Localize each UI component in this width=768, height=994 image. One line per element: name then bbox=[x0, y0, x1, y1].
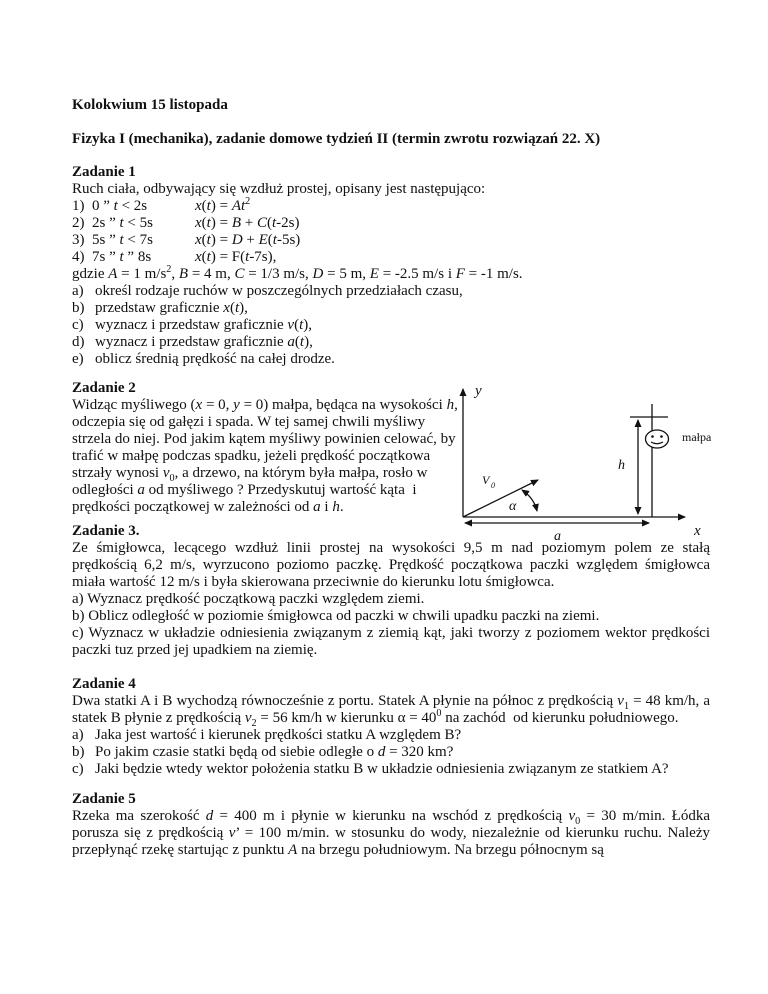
motion-equation-row-2 bbox=[72, 215, 710, 232]
task-1-item-b bbox=[72, 300, 710, 317]
task-3-body: Ze śmigłowca, lecącego wzdłuż linii prostej na wysokości 9,5 m nad poziomym polem ze stałą prędkością 6,2 m/s, wyrzucono poziomo paczkę. Prędkość początkowa paczki względem śmigłowca miała wartość 12 m/s i była skierowana przeciwnie do kierunku lotu śmigłowca. bbox=[72, 540, 710, 590]
task-1-item-d bbox=[72, 334, 710, 351]
interval-condition: 4) 7s ” t ” 8s bbox=[72, 249, 152, 265]
item-label: c) bbox=[72, 761, 84, 777]
task-2-text-column bbox=[72, 380, 464, 516]
angle-label: α bbox=[509, 499, 517, 514]
item-text: wyznacz i przedstaw graficznie a(t), bbox=[95, 334, 313, 350]
task-3-item-b: b) Oblicz odległość w poziomie śmigłowca od paczki w chwili upadku paczki na ziemi. bbox=[72, 608, 600, 624]
doc-title: Kolokwium 15 listopada bbox=[72, 97, 228, 113]
item-text: przedstaw graficznie x(t), bbox=[95, 300, 248, 316]
monkey-eye-left bbox=[651, 435, 654, 438]
item-text: Po jakim czasie statki będą od siebie odległe o d = 320 km? bbox=[95, 744, 454, 760]
y-axis-label: y bbox=[475, 383, 482, 399]
task-1-section bbox=[72, 164, 710, 368]
task-2-body: Widząc myśliwego (x = 0, y = 0) małpa, będąca na wysokości h, odczepia się od gałęzi i spada. W tej samej chwili myśliwy strzela do niej. Pod jakim kątem myśliwy powinien celować, by trafić w małpę podczas spadku, jeżeli prędkość początkowa strzały wynosi $v_0$, a drzewo, na którym była małpa, rosło w odległości a od myśliwego ? Przedyskutuj wartość kąta i prędkości początkowej w zależności od a i h. bbox=[72, 397, 458, 515]
velocity-label-subscript: 0 bbox=[491, 481, 495, 490]
item-label: a) bbox=[72, 727, 84, 743]
task-5-heading: Zadanie 5 bbox=[72, 791, 136, 807]
velocity-vector bbox=[463, 480, 538, 517]
item-label: b) bbox=[72, 744, 85, 760]
position-formula: x(t) = B + C(t-2s) bbox=[195, 215, 300, 231]
task-1-heading: Zadanie 1 bbox=[72, 164, 136, 180]
task-4-item-c bbox=[72, 761, 710, 778]
task-4-heading: Zadanie 4 bbox=[72, 676, 136, 692]
position-formula: x(t) = F(t-7s), bbox=[195, 249, 277, 265]
item-text: określ rodzaje ruchów w poszczególnych przedziałach czasu, bbox=[95, 283, 463, 299]
item-text: Jaki będzie wtedy wektor położenia statku B w układzie odniesienia związanym ze statkiem A? bbox=[95, 761, 669, 777]
task-5-body: Rzeka ma szerokość d = 400 m i płynie w kierunku na wschód z prędkością $v_0 = 30$ m/min. Łódka porusza się z prędkością v’ = 100 m/min. w stosunku do wody, niezależnie od kierunku ruchu. Należy przepłynąć rzekę startując z punktu A na brzegu południowym. Na brzegu północnym są bbox=[72, 808, 711, 858]
position-formula: x(t) = D + E(t-5s) bbox=[195, 232, 301, 248]
item-label: b) bbox=[72, 300, 85, 316]
task-4-body: Dwa statki A i B wychodzą równocześnie z portu. Statek A płynie na północ z prędkością $v_1 = 48$ km/h, a statek B płynie z prędkością $v_2 = 56$ km/h w kierunku $\alpha = 40^0$ na zachód od kierunku południowego. bbox=[72, 693, 710, 729]
task-1-constants: gdzie A = 1 $m/s^2$, B = 4 m, C = 1/3 m/s, D = 5 m, E = -2.5 m/s i F = -1 m/s. bbox=[72, 264, 523, 282]
velocity-label: V bbox=[482, 473, 490, 487]
motion-equation-row-3 bbox=[72, 232, 710, 249]
monkey-eye-right bbox=[660, 435, 663, 438]
task-3-item-a: a) Wyznacz prędkość początkową paczki względem ziemi. bbox=[72, 591, 425, 607]
task-1-item-c bbox=[72, 317, 710, 334]
task-4-section bbox=[72, 676, 710, 778]
interval-condition: 3) 5s ” t < 7s bbox=[72, 232, 153, 248]
task-2-heading: Zadanie 2 bbox=[72, 380, 136, 396]
x-axis-label: x bbox=[694, 523, 701, 539]
interval-condition: 2) 2s ” t < 5s bbox=[72, 215, 153, 231]
task-4-item-b bbox=[72, 744, 710, 761]
monkey-icon bbox=[646, 430, 669, 448]
doc-subtitle: Fizyka I (mechanika), zadanie domowe tydzień II (termin zwrotu rozwiązań 22. X) bbox=[72, 131, 601, 147]
item-label: c) bbox=[72, 317, 84, 333]
task-1-intro: Ruch ciała, odbywający się wzdłuż prostej, opisany jest następująco: bbox=[72, 181, 486, 197]
item-text: wyznacz i przedstaw graficznie v(t), bbox=[95, 317, 312, 333]
item-label: d) bbox=[72, 334, 85, 350]
angle-arrow bbox=[522, 490, 537, 511]
task-2-figure bbox=[455, 377, 768, 563]
position-formula: $x(t) = At^2$ bbox=[195, 196, 251, 214]
motion-equation-row-1 bbox=[72, 198, 710, 215]
task-4-item-a bbox=[72, 727, 710, 744]
task-3-item-c: c) Wyznacz w układzie odniesienia związanym z ziemią kąt, jaki tworzy z poziomem wektor prędkości paczki tuz przed jej upadkiem na ziemię. bbox=[72, 625, 710, 658]
item-label: a) bbox=[72, 283, 84, 299]
task-3-heading: Zadanie 3. bbox=[72, 523, 140, 539]
monkey-label: małpa bbox=[682, 430, 712, 444]
task-5-section bbox=[72, 791, 710, 859]
item-text: oblicz średnią prędkość na całej drodze. bbox=[95, 351, 335, 367]
item-label: e) bbox=[72, 351, 84, 367]
height-label: h bbox=[618, 458, 625, 473]
interval-condition: 1) 0 ” t < 2s bbox=[72, 198, 148, 214]
task-1-item-e bbox=[72, 351, 710, 368]
item-text: Jaka jest wartość i kierunek prędkości statku A względem B? bbox=[95, 727, 462, 743]
task-1-item-a bbox=[72, 283, 710, 300]
distance-label: a bbox=[554, 529, 561, 544]
